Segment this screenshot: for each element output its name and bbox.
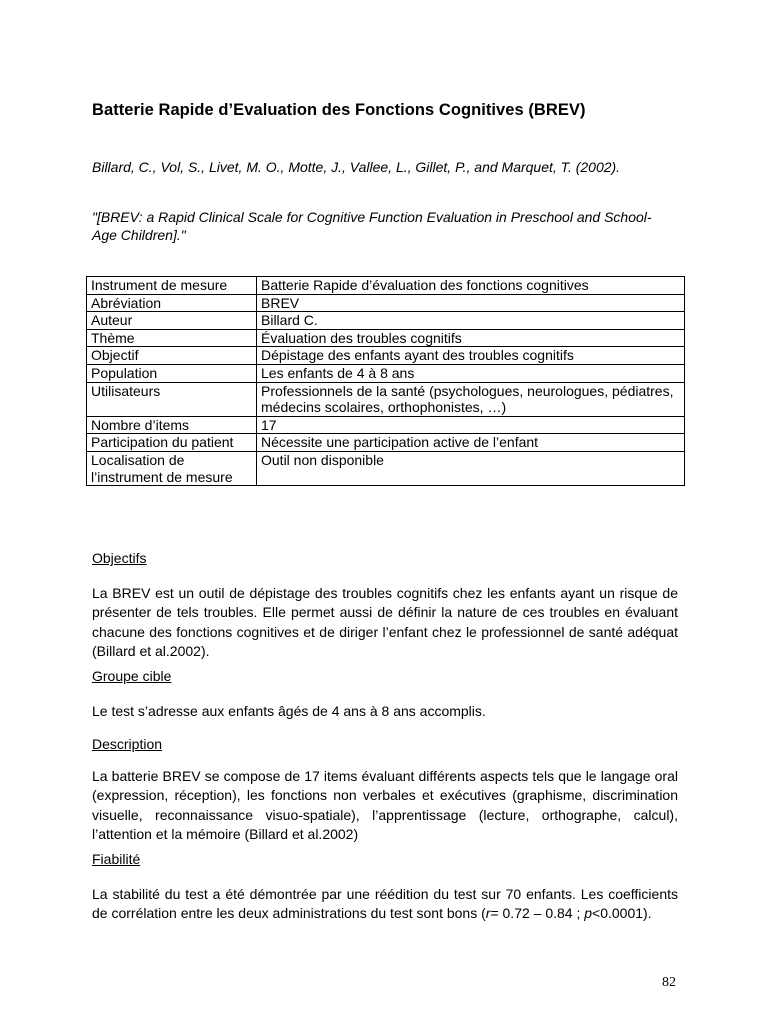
citation-authors: Billard, C., Vol, S., Livet, M. O., Motte, J., Vallee, L., Gillet, P., and Marquet, T. (2002). <box>92 159 621 175</box>
r-symbol: r <box>485 905 491 922</box>
table-key: Localisation de l’instrument de mesure <box>87 451 257 485</box>
table-value: Nécessite une participation active de l’enfant <box>257 434 685 452</box>
groupe-cible-heading: Groupe cible <box>92 668 172 684</box>
table-row <box>87 364 685 382</box>
table-value: Dépistage des enfants ayant des troubles cognitifs <box>257 347 685 365</box>
fiabilite-paragraph <box>92 885 678 924</box>
table-value: BREV <box>257 294 685 312</box>
table-key: Instrument de mesure <box>87 277 257 295</box>
table-row <box>87 416 685 434</box>
table-key: Nombre d’items <box>87 416 257 434</box>
table-key: Auteur <box>87 312 257 330</box>
table-key: Thème <box>87 329 257 347</box>
table-value: Les enfants de 4 à 8 ans <box>257 364 685 382</box>
page-number: 82 <box>662 975 676 990</box>
table-key: Participation du patient <box>87 434 257 452</box>
table-row <box>87 382 685 416</box>
table-value: Batterie Rapide d’évaluation des fonctions cognitives <box>257 277 685 295</box>
table-value: Évaluation des troubles cognitifs <box>257 329 685 347</box>
table-row <box>87 277 685 295</box>
table-row <box>87 451 685 485</box>
citation-title: "[BREV: a Rapid Clinical Scale for Cognitive Function Evaluation in Preschool and School-Age Children]." <box>92 209 652 243</box>
table-row <box>87 329 685 347</box>
table-value: Professionnels de la santé (psychologues, neurologues, pédiatres, médecins scolaires, orthophonistes, …) <box>257 382 685 416</box>
instrument-table <box>86 276 685 486</box>
table-value: 17 <box>257 416 685 434</box>
table-key: Objectif <box>87 347 257 365</box>
fiabilite-text-part3: <0.0001). <box>592 905 652 922</box>
table-key: Utilisateurs <box>87 382 257 416</box>
table-key: Population <box>87 364 257 382</box>
table-key: Abréviation <box>87 294 257 312</box>
document-title: Batterie Rapide d’Evaluation des Fonctions Cognitives (BREV) <box>92 101 586 119</box>
objectifs-paragraph: La BREV est un outil de dépistage des troubles cognitifs chez les enfants ayant un risque de présenter de tels troubles. Elle permet aussi de définir la nature de ces troubles en évaluant chacune des fonctions cognitives et de diriger l’enfant chez le professionnel de santé adéquat (Billard et al.2002). <box>92 585 678 659</box>
fiabilite-heading: Fiabilité <box>92 851 141 867</box>
objectifs-heading: Objectifs <box>92 550 147 566</box>
description-paragraph: La batterie BREV se compose de 17 items évaluant différents aspects tels que le langage oral (expression, réception), les fonctions non verbales et exécutives (graphisme, discrimination visuelle, reconnaissance visuo-spatiale), l’apprentissage (lecture, orthographe, calcul), l’attention et la mémoire (Billard et al.2002) <box>92 768 678 842</box>
table-value: Outil non disponible <box>257 451 685 485</box>
table-row <box>87 434 685 452</box>
table-row <box>87 347 685 365</box>
table-row <box>87 312 685 330</box>
description-heading: Description <box>92 736 163 752</box>
table-value: Billard C. <box>257 312 685 330</box>
groupe-cible-paragraph: Le test s’adresse aux enfants âgés de 4 ans à 8 ans accomplis. <box>92 703 486 719</box>
table-row <box>87 294 685 312</box>
fiabilite-text-part1: La stabilité du test a été démontrée par une réédition du test sur 70 enfants. Les coefficients de corrélation entre les deux administrations du test sont bons ( <box>92 886 678 922</box>
p-symbol: p <box>584 905 593 922</box>
fiabilite-text-part2: = 0.72 – 0.84 ; <box>490 905 585 922</box>
